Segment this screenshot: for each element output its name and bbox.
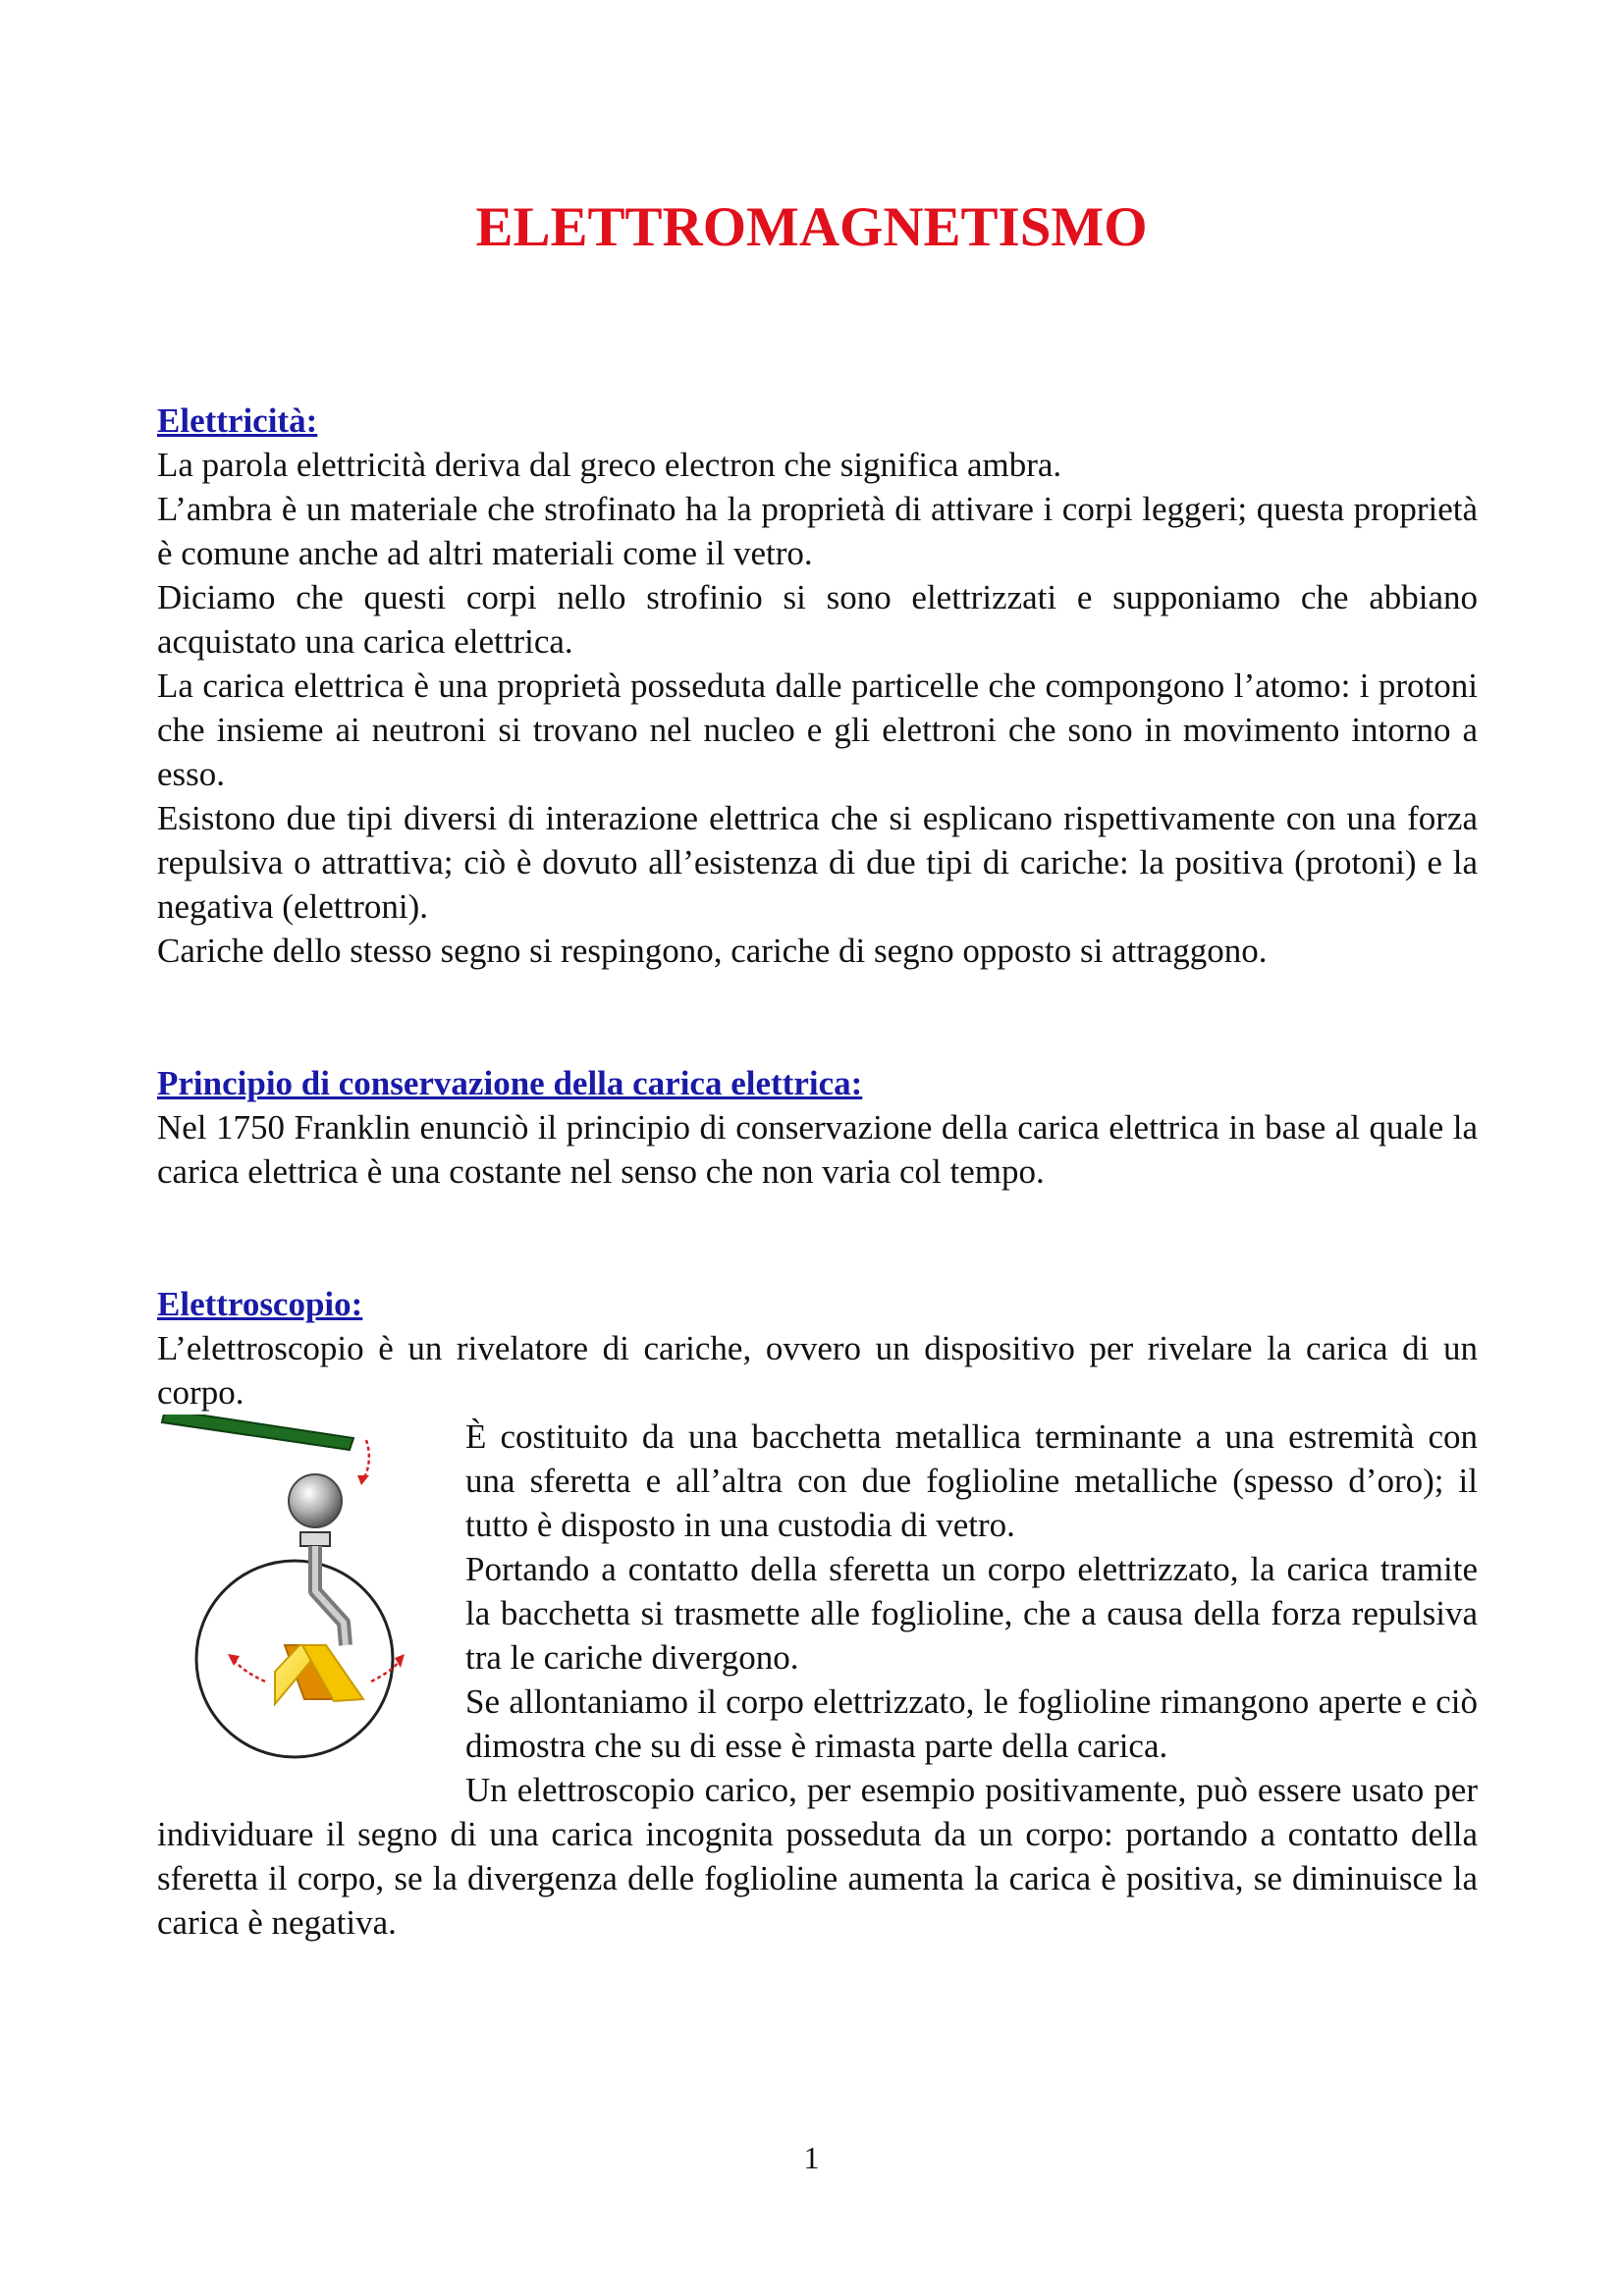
section-elettroscopio <box>157 1282 1478 1945</box>
rod-arrowhead <box>357 1475 369 1485</box>
charged-rod <box>162 1415 353 1450</box>
metal-sphere <box>289 1474 342 1527</box>
rod-arrow <box>363 1440 369 1479</box>
paragraph: Cariche dello stesso segno si respingono, cariche di segno opposto si attraggono. <box>157 932 1268 970</box>
section-heading-conservazione: Principio di conservazione della carica elettrica: <box>157 1064 863 1102</box>
section-conservazione <box>157 1061 1478 1194</box>
paragraph: Nel 1750 Franklin enunciò il principio di conservazione della carica elettrica in base al quale la carica elettrica è una costante nel senso che non varia col tempo. <box>157 1108 1478 1191</box>
paragraph: Un elettroscopio carico, per esempio positivamente, può essere usato per individuare il segno di una carica incognita posseduta da un corpo: portando a contatto della sferetta il corpo, se la divergenza delle foglioline aumenta la carica è positiva, se diminuisce la carica è negativa. <box>157 1771 1478 1942</box>
section-heading-elettricita: Elettricità: <box>157 401 318 440</box>
section-heading-elettroscopio: Elettroscopio: <box>157 1285 363 1323</box>
paragraph: È costituito da una bacchetta metallica terminante a una estremità con una sferetta e all’altra con due foglioline metalliche (spesso d’oro); il tutto è disposto in una custodia di vetro. <box>465 1417 1478 1544</box>
paragraph: Esistono due tipi diversi di interazione elettrica che si esplicano rispettivamente con una forza repulsiva o attrattiva; ciò è dovuto all’esistenza di due tipi di cariche: la positiva (protoni) e la negativa (elettroni). <box>157 799 1478 926</box>
document-title: ELETTROMAGNETISMO <box>475 196 1148 258</box>
figure-text-wrap <box>157 1415 1478 1945</box>
paragraph: L’elettroscopio è un rivelatore di cariche, ovvero un dispositivo per rivelare la carica di un corpo. <box>157 1329 1478 1412</box>
collar <box>300 1532 330 1546</box>
paragraph: L’ambra è un materiale che strofinato ha la proprietà di attivare i corpi leggeri; questa proprietà è comune anche ad altri materiali come il vetro. <box>157 490 1478 572</box>
section-elettricita <box>157 399 1478 973</box>
paragraph: Se allontaniamo il corpo elettrizzato, le foglioline rimangono aperte e ciò dimostra che su di esse è rimasta parte della carica. <box>465 1682 1478 1765</box>
paragraph: Diciamo che questi corpi nello strofinio si sono elettrizzati e supponiamo che abbiano acquistato una carica elettrica. <box>157 578 1478 661</box>
paragraph: Portando a contatto della sferetta un corpo elettrizzato, la carica tramite la bacchetta si trasmette alle foglioline, che a causa della forza repulsiva tra le cariche divergono. <box>465 1550 1478 1677</box>
paragraph: La carica elettrica è una proprietà posseduta dalle particelle che compongono l’atomo: i protoni che insieme ai neutroni si trovano nel nucleo e gli elettroni che sono in movimento intorno a esso. <box>157 667 1478 793</box>
paragraph: La parola elettricità deriva dal greco electron che significa ambra. <box>157 446 1062 484</box>
electroscope-illustration-icon <box>157 1415 412 1788</box>
page-number: 1 <box>803 2140 820 2175</box>
